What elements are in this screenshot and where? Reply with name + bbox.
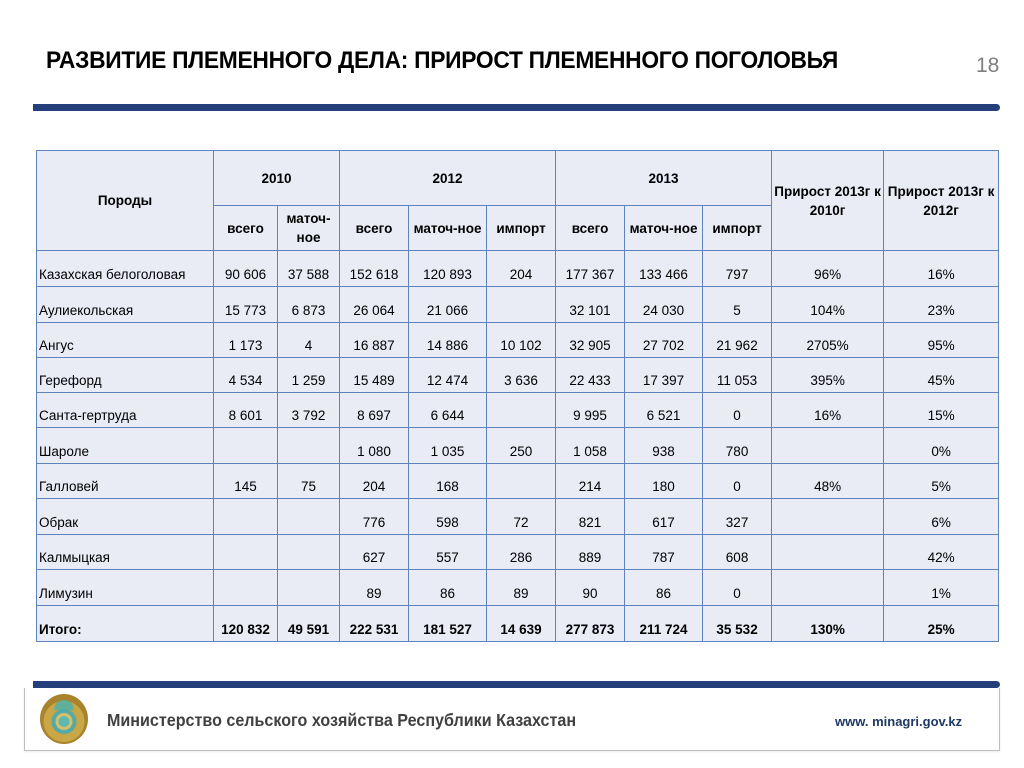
cell-growth-2012: 5% <box>884 464 999 499</box>
cell-v2013-import: 797 <box>703 251 772 287</box>
cell-v2010-total: 4 534 <box>214 358 278 393</box>
cell-v2010-female: 1 259 <box>278 358 340 393</box>
cell-v2010-female: 3 792 <box>278 393 340 428</box>
cell-v2013-total: 214 <box>556 464 625 499</box>
table-row <box>37 358 999 393</box>
cell-v2010-female: 4 <box>278 323 340 358</box>
kazakhstan-emblem-icon <box>40 694 88 744</box>
breed-name-cell: Аулиекольская <box>37 287 214 323</box>
cell-v2013-total: 9 995 <box>556 393 625 428</box>
cell-v2013-female: 24 030 <box>625 287 703 323</box>
cell-v2010-female <box>278 535 340 570</box>
cell-growth-2010 <box>772 570 884 606</box>
cell-v2012-total: 204 <box>340 464 409 499</box>
slide-title: РАЗВИТИЕ ПЛЕМЕННОГО ДЕЛА: ПРИРОСТ ПЛЕМЕННОГО ПОГОЛОВЬЯ <box>46 47 839 74</box>
header-2012-female: маточ-ное <box>409 206 487 251</box>
header-2013-total: всего <box>556 206 625 251</box>
header-2010-female: маточ-ное <box>278 206 340 251</box>
header-growth-2013-vs-2012: Прирост 2013г к 2012г <box>884 151 999 251</box>
cell-v2010-female <box>278 428 340 464</box>
total-v2013-import: 35 532 <box>703 606 772 642</box>
cell-v2012-female: 557 <box>409 535 487 570</box>
header-row-years <box>37 151 999 206</box>
cell-v2013-import: 5 <box>703 287 772 323</box>
table-row <box>37 464 999 499</box>
cell-growth-2010 <box>772 428 884 464</box>
cell-v2012-import: 286 <box>487 535 556 570</box>
cell-v2012-total: 152 618 <box>340 251 409 287</box>
cell-v2013-female: 27 702 <box>625 323 703 358</box>
cell-v2012-female: 12 474 <box>409 358 487 393</box>
table-row <box>37 535 999 570</box>
header-breed: Породы <box>37 151 214 251</box>
cell-growth-2012: 95% <box>884 323 999 358</box>
cell-growth-2010: 96% <box>772 251 884 287</box>
cell-v2013-total: 22 433 <box>556 358 625 393</box>
cell-v2012-import <box>487 393 556 428</box>
breed-name-cell: Калмыцкая <box>37 535 214 570</box>
cell-v2010-female <box>278 499 340 535</box>
cell-v2013-female: 6 521 <box>625 393 703 428</box>
table-row <box>37 499 999 535</box>
total-growth-2012: 25% <box>884 606 999 642</box>
cell-v2010-total: 1 173 <box>214 323 278 358</box>
website-link[interactable]: www. minagri.gov.kz <box>835 714 963 729</box>
table-row <box>37 428 999 464</box>
total-v2012-total: 222 531 <box>340 606 409 642</box>
breed-name-cell: Ангус <box>37 323 214 358</box>
cell-growth-2012: 6% <box>884 499 999 535</box>
total-v2013-total: 277 873 <box>556 606 625 642</box>
breed-name-cell: Санта-гертруда <box>37 393 214 428</box>
cell-v2012-import <box>487 464 556 499</box>
cell-v2013-total: 177 367 <box>556 251 625 287</box>
cell-growth-2012: 42% <box>884 535 999 570</box>
cell-v2013-import: 0 <box>703 464 772 499</box>
cell-v2012-import <box>487 287 556 323</box>
total-v2013-female: 211 724 <box>625 606 703 642</box>
cell-v2013-female: 17 397 <box>625 358 703 393</box>
cell-growth-2012: 16% <box>884 251 999 287</box>
header-2012-total: всего <box>340 206 409 251</box>
cell-v2013-import: 11 053 <box>703 358 772 393</box>
cell-growth-2012: 1% <box>884 570 999 606</box>
total-v2010-female: 49 591 <box>278 606 340 642</box>
cell-v2010-total <box>214 570 278 606</box>
table-body <box>37 251 999 642</box>
cell-growth-2010: 104% <box>772 287 884 323</box>
ministry-name: Министерство сельского хозяйства Республики Казахстан <box>107 710 577 730</box>
header-divider <box>33 104 1000 111</box>
cell-v2012-female: 598 <box>409 499 487 535</box>
header-growth-2013-vs-2010: Прирост 2013г к 2010г <box>772 151 884 251</box>
cell-v2012-total: 26 064 <box>340 287 409 323</box>
total-label-cell: Итого: <box>37 606 214 642</box>
total-growth-2010: 130% <box>772 606 884 642</box>
cell-v2012-total: 89 <box>340 570 409 606</box>
cell-v2013-female: 617 <box>625 499 703 535</box>
cell-v2012-female: 86 <box>409 570 487 606</box>
header-2012-import: импорт <box>487 206 556 251</box>
table-row <box>37 287 999 323</box>
cell-v2012-import: 204 <box>487 251 556 287</box>
cell-v2012-female: 1 035 <box>409 428 487 464</box>
cell-v2013-import: 327 <box>703 499 772 535</box>
cell-v2012-import: 72 <box>487 499 556 535</box>
cell-v2010-female: 75 <box>278 464 340 499</box>
cell-v2013-total: 90 <box>556 570 625 606</box>
cell-v2013-import: 608 <box>703 535 772 570</box>
header-year-2013: 2013 <box>556 151 772 206</box>
cell-v2012-import: 3 636 <box>487 358 556 393</box>
header-2013-female: маточ-ное <box>625 206 703 251</box>
header-year-2010: 2010 <box>214 151 340 206</box>
header-2010-total: всего <box>214 206 278 251</box>
cell-v2013-female: 180 <box>625 464 703 499</box>
cell-v2012-total: 16 887 <box>340 323 409 358</box>
cell-v2013-import: 21 962 <box>703 323 772 358</box>
header-2013-import: импорт <box>703 206 772 251</box>
breed-name-cell: Герефорд <box>37 358 214 393</box>
cell-v2013-import: 0 <box>703 393 772 428</box>
cell-v2010-total: 15 773 <box>214 287 278 323</box>
table-total-row <box>37 606 999 642</box>
cell-v2013-female: 787 <box>625 535 703 570</box>
cell-v2010-female: 37 588 <box>278 251 340 287</box>
cell-v2013-total: 889 <box>556 535 625 570</box>
cell-growth-2010: 16% <box>772 393 884 428</box>
cell-v2010-female: 6 873 <box>278 287 340 323</box>
cell-growth-2010 <box>772 535 884 570</box>
cell-v2012-total: 8 697 <box>340 393 409 428</box>
cell-v2012-import: 10 102 <box>487 323 556 358</box>
cell-v2012-total: 627 <box>340 535 409 570</box>
cell-growth-2010: 48% <box>772 464 884 499</box>
table-row <box>37 251 999 287</box>
cell-v2010-female <box>278 570 340 606</box>
total-v2012-female: 181 527 <box>409 606 487 642</box>
cell-v2013-import: 780 <box>703 428 772 464</box>
cell-v2013-female: 86 <box>625 570 703 606</box>
cell-v2013-total: 32 101 <box>556 287 625 323</box>
cell-v2013-female: 938 <box>625 428 703 464</box>
cell-growth-2012: 0% <box>884 428 999 464</box>
total-v2012-import: 14 639 <box>487 606 556 642</box>
cell-v2012-import: 89 <box>487 570 556 606</box>
cell-v2013-total: 32 905 <box>556 323 625 358</box>
cell-v2012-female: 6 644 <box>409 393 487 428</box>
cell-v2012-female: 120 893 <box>409 251 487 287</box>
cell-v2012-female: 168 <box>409 464 487 499</box>
cell-v2010-total: 8 601 <box>214 393 278 428</box>
cell-growth-2010: 395% <box>772 358 884 393</box>
cell-v2012-total: 1 080 <box>340 428 409 464</box>
cell-v2012-female: 14 886 <box>409 323 487 358</box>
table-row <box>37 570 999 606</box>
footer-divider <box>33 681 1000 688</box>
breed-name-cell: Обрак <box>37 499 214 535</box>
cell-v2010-total: 145 <box>214 464 278 499</box>
cell-v2012-total: 776 <box>340 499 409 535</box>
cell-growth-2012: 15% <box>884 393 999 428</box>
breed-name-cell: Шароле <box>37 428 214 464</box>
header-year-2012: 2012 <box>340 151 556 206</box>
cell-growth-2010 <box>772 499 884 535</box>
cell-v2013-female: 133 466 <box>625 251 703 287</box>
page-number: 18 <box>976 54 1000 77</box>
cell-v2012-import: 250 <box>487 428 556 464</box>
cell-v2010-total <box>214 535 278 570</box>
table-row <box>37 393 999 428</box>
breeding-stock-table <box>36 150 999 642</box>
breed-name-cell: Казахская белоголовая <box>37 251 214 287</box>
total-v2010-total: 120 832 <box>214 606 278 642</box>
cell-v2013-total: 821 <box>556 499 625 535</box>
emblem-sun-icon <box>54 700 74 710</box>
breed-name-cell: Лимузин <box>37 570 214 606</box>
cell-growth-2012: 23% <box>884 287 999 323</box>
cell-v2010-total <box>214 499 278 535</box>
cell-v2010-total <box>214 428 278 464</box>
table-row <box>37 323 999 358</box>
cell-v2012-female: 21 066 <box>409 287 487 323</box>
cell-v2010-total: 90 606 <box>214 251 278 287</box>
cell-v2013-total: 1 058 <box>556 428 625 464</box>
breed-name-cell: Галловей <box>37 464 214 499</box>
cell-v2012-total: 15 489 <box>340 358 409 393</box>
cell-growth-2010: 2705% <box>772 323 884 358</box>
cell-growth-2012: 45% <box>884 358 999 393</box>
cell-v2013-import: 0 <box>703 570 772 606</box>
